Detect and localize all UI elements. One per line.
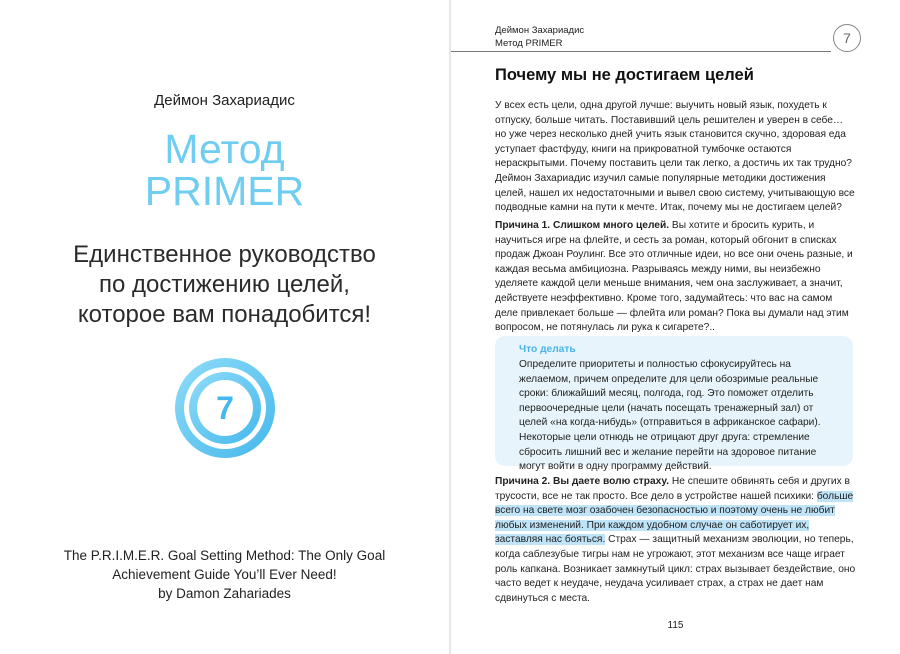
reason-two-heading: Причина 2. Вы даете волю страху. xyxy=(495,476,670,487)
cover-english-title xyxy=(0,546,449,603)
reason-two-text-a: Не спешите обвинять себя и других в трусости, все не так просто. Все дело в устройстве нашей психики: xyxy=(495,476,850,502)
english-line2: Achievement Guide You’ll Ever Need! xyxy=(112,567,337,582)
chapter-title: Почему мы не достигаем целей xyxy=(495,66,754,84)
callout-title: Что делать xyxy=(519,344,576,355)
what-to-do-callout xyxy=(495,336,853,473)
reason-one-text: Вы хотите и бросить курить, и научиться игре на флейте, и сесть за роман, который обгонит в списках продаж Джоан Роулинг. Все это отличные идеи, но все они очень разные, и каждая весьма амбициозна. Разрываясь между ними, вы неизбежно уделяете каждой цели меньше внимания, чем она заслуживает, а значит, действуете неэффективно. Кроме того, задумайтесь: что вас на самом деле привлекает больше — флейта или роман? Пока вы думали над этим вопросом, не потянулась ли рука к сигарете?.. xyxy=(495,220,853,334)
running-header-author: Деймон Захариадис xyxy=(495,25,585,36)
left-page-cover xyxy=(0,0,449,654)
cover-title xyxy=(0,128,449,212)
intro-paragraph: У всех есть цели, одна другой лучше: выучить новый язык, похудеть к отпуску, больше читать. Поставивший цель решителен и уверен в себе… но уже через несколько дней учить язык становится скучно, здоровая еда уступает фастфуду, книги на прикроватной тумбочке остаются нераскрытыми. Почему поставить цели так легко, а достичь их так трудно? Деймон Захариадис изучил самые популярные методики достижения целей, нашел их недостаточными и вывел свою систему, учитывающую все подводные камни на пути к мечте. Итак, почему мы не достигаем целей? xyxy=(495,100,855,214)
reason-two-paragraph xyxy=(495,475,857,606)
reason-one-paragraph xyxy=(495,219,857,336)
english-line3: by Damon Zahariades xyxy=(158,586,291,601)
cover-subtitle xyxy=(20,240,429,330)
reason-one-heading: Причина 1. Слишком много целей. xyxy=(495,220,670,231)
cover-subtitle-line1: Единственное руководство xyxy=(73,241,376,268)
running-header-title: Метод PRIMER xyxy=(495,38,563,49)
callout-text: Определите приоритеты и полностью сфокусируйтесь на желаемом, причем определите для цели обозримые реальные сроки: ближайший месяц, полгода, год. Это поможет отделить первоочередные цели (начать посещать тренажерный зал) от целей «на когда-нибудь» (отправиться в африканское сафари). Некоторые цели отнюдь не отрицают друг друга: стремление сбросить лишний вес и желание перейти на здоровое питание могут войти в одну программу действий. xyxy=(519,359,821,473)
cover-title-line2: PRIMER xyxy=(144,168,305,214)
chapter-badge: 7 xyxy=(833,24,861,52)
target-seven-logo-icon xyxy=(172,355,278,461)
cover-subtitle-line2: по достижению целей, xyxy=(99,271,350,298)
cover-subtitle-line3: которое вам понадобится! xyxy=(77,301,372,328)
cover-author: Деймон Захариадис xyxy=(154,92,295,109)
highlighted-text[interactable]: больше всего на свете мозг озабочен безопасностью и поэтому очень не любит любых изменений. При каждом удобном случае он саботирует их, заставляя нас бояться. xyxy=(495,490,854,546)
right-page-text xyxy=(451,0,900,654)
reason-two-text-b: Страх — защитный механизм эволюции, но теперь, когда саблезубые тигры нам не угрожают, этот механизм все чаще играет роль капкана. Возникает замкнутый цикл: страх вызывает бездействие, оно часто ведет к неудаче, неудача усиливает страх, а страх не дает нам сдвинуться с места. xyxy=(495,534,856,604)
header-divider xyxy=(451,51,831,52)
english-line1: The P.R.I.M.E.R. Goal Setting Method: The Only Goal xyxy=(63,548,386,563)
logo-number: 7 xyxy=(216,390,234,426)
cover-title-line1: Метод xyxy=(164,126,285,172)
page-number: 115 xyxy=(667,620,684,631)
